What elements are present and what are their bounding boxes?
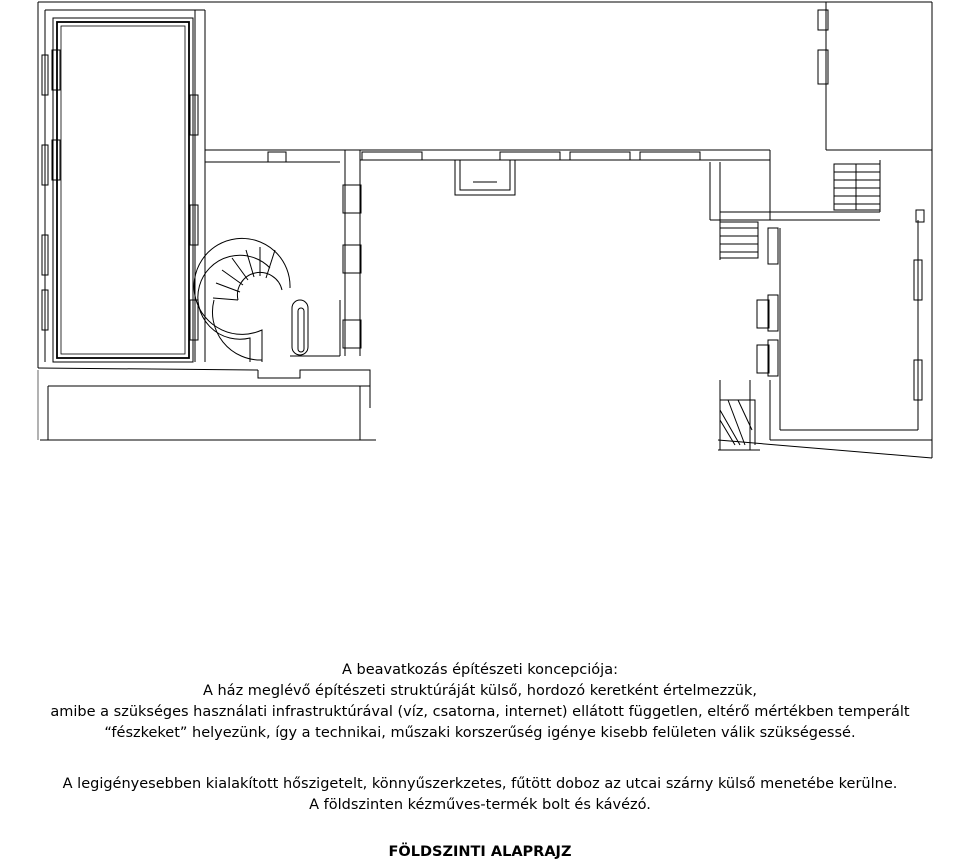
spiral-staircase	[194, 238, 340, 362]
central-corridor	[205, 150, 770, 356]
concept-line-2: amibe a szükséges használati infrastruktúrával (víz, csatorna, internet) ellátott független, eltérő mértékben temperált	[50, 704, 910, 720]
concept-description	[0, 660, 960, 744]
outer-walls	[38, 2, 932, 458]
right-wing	[710, 150, 932, 450]
concept-line-3: “fészkeket” helyezünk, így a technikai, műszaki korszerűség igénye kisebb felületen válik szükségessé.	[104, 725, 856, 741]
concept-heading: A beavatkozás építészeti koncepciója:	[342, 662, 618, 678]
concept-line-5: A földszinten kézműves-termék bolt és kávézó.	[309, 797, 651, 813]
right-wing-stairs	[720, 164, 880, 445]
concept-description-2	[0, 774, 960, 816]
left-wing-room	[42, 10, 205, 362]
plan-title: FÖLDSZINTI ALAPRAJZ	[388, 844, 572, 860]
concept-line-1: A ház meglévő építészeti struktúráját külső, hordozó keretként értelmezzük,	[202, 683, 758, 699]
concept-line-4: A legigényesebben kialakított hőszigetelt, könnyűszerkzetes, fűtött doboz az utcai szárny külső menetébe kerülne.	[62, 776, 898, 792]
